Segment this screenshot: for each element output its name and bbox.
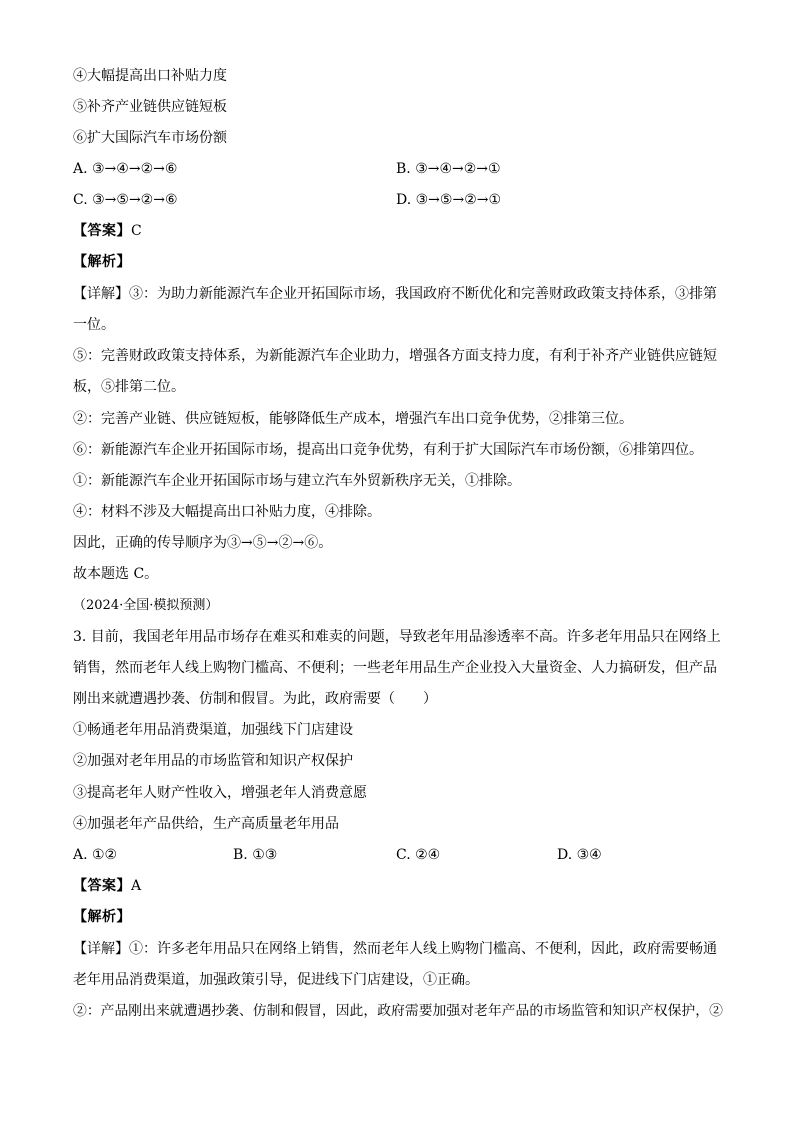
q3-option-b: B. ①③ xyxy=(233,847,278,863)
q3-item-1: ①畅通老年用品消费渠道，加强线下门店建设 xyxy=(73,722,353,738)
q3-stem-line: 刚出来就遭遇抄袭、仿制和假冒。为此，政府需要（ ） xyxy=(73,691,437,707)
q2-detail-line: 因此，正确的传导顺序为③→⑤→②→⑥。 xyxy=(73,535,333,551)
q3-option-a: A. ①② xyxy=(73,847,118,863)
q2-option-c: C. ③→⑤→②→⑥ xyxy=(73,192,178,208)
q2-detail-line: ①：新能源汽车企业开拓国际市场与建立汽车外贸新秩序无关，①排除。 xyxy=(73,473,521,489)
q3-option-c: C. ②④ xyxy=(396,847,441,863)
q2-analysis-label: 【解析】 xyxy=(73,254,131,270)
q3-answer-label: 【答案】 xyxy=(73,878,131,894)
q2-item-5: ⑤补齐产业链供应链短板 xyxy=(73,99,227,115)
q3-stem-line: 销售，然而老年人线上购物门槛高、不便利；一些老年用品生产企业投入大量资金、人力搞研发，但产品 xyxy=(73,660,717,676)
q2-detail-line: ⑤：完善财政政策支持体系，为新能源汽车企业助力，增强各方面支持力度，有利于补齐产业链供应链短 xyxy=(73,348,717,364)
q2-answer-label: 【答案】 xyxy=(73,223,131,239)
q3-source: （2024·全国·模拟预测） xyxy=(73,598,219,613)
q3-answer xyxy=(73,877,141,895)
q2-detail-line: 【详解】③：为助力新能源汽车企业开拓国际市场，我国政府不断优化和完善财政政策支持体系，③排第 xyxy=(73,286,717,302)
q2-option-a: A. ③→④→②→⑥ xyxy=(73,161,178,177)
q3-option-d: D. ③④ xyxy=(557,847,602,863)
q2-detail-line: ⑥：新能源汽车企业开拓国际市场，提高出口竞争优势，有利于扩大国际汽车市场份额，⑥排第四位。 xyxy=(73,442,703,458)
q2-conclusion: 故本题选 C。 xyxy=(73,566,159,582)
q3-item-3: ③提高老年人财产性收入，增强老年人消费意愿 xyxy=(73,785,367,801)
q3-item-4: ④加强老年产品供给，生产高质量老年用品 xyxy=(73,816,339,832)
q3-item-2: ②加强对老年用品的市场监管和知识产权保护 xyxy=(73,753,353,769)
q2-detail-line: 板，⑤排第二位。 xyxy=(73,379,185,395)
q3-detail-line: ②：产品刚出来就遭遇抄袭、仿制和假冒，因此，政府需要加强对老年产品的市场监管和知识产权保护，② xyxy=(73,1003,723,1019)
q2-detail-line: ②：完善产业链、供应链短板，能够降低生产成本，增强汽车出口竞争优势，②排第三位。 xyxy=(73,411,633,427)
q3-answer-value: A xyxy=(131,878,142,894)
q2-option-b: B. ③→④→②→① xyxy=(396,161,501,177)
q2-detail-line: ④：材料不涉及大幅提高出口补贴力度，④排除。 xyxy=(73,504,381,520)
q2-answer-value: C xyxy=(131,223,142,239)
q3-analysis-label: 【解析】 xyxy=(73,909,131,925)
q2-answer xyxy=(73,222,142,240)
q3-detail-line: 【详解】①：许多老年用品只在网络上销售，然而老年人线上购物门槛高、不便利，因此，政府需要畅通 xyxy=(73,941,717,957)
q2-item-6: ⑥扩大国际汽车市场份额 xyxy=(73,130,227,146)
q2-detail-line: 一位。 xyxy=(73,317,115,333)
q2-item-4: ④大幅提高出口补贴力度 xyxy=(73,68,227,84)
q3-stem-line: 3. 目前，我国老年用品市场存在难买和难卖的问题，导致老年用品渗透率不高。许多老年用品只在网络上 xyxy=(73,629,721,645)
q2-option-d: D. ③→⑤→②→① xyxy=(396,192,502,208)
q3-detail-line: 老年用品消费渠道，加强政策引导，促进线下门店建设，①正确。 xyxy=(73,972,479,988)
